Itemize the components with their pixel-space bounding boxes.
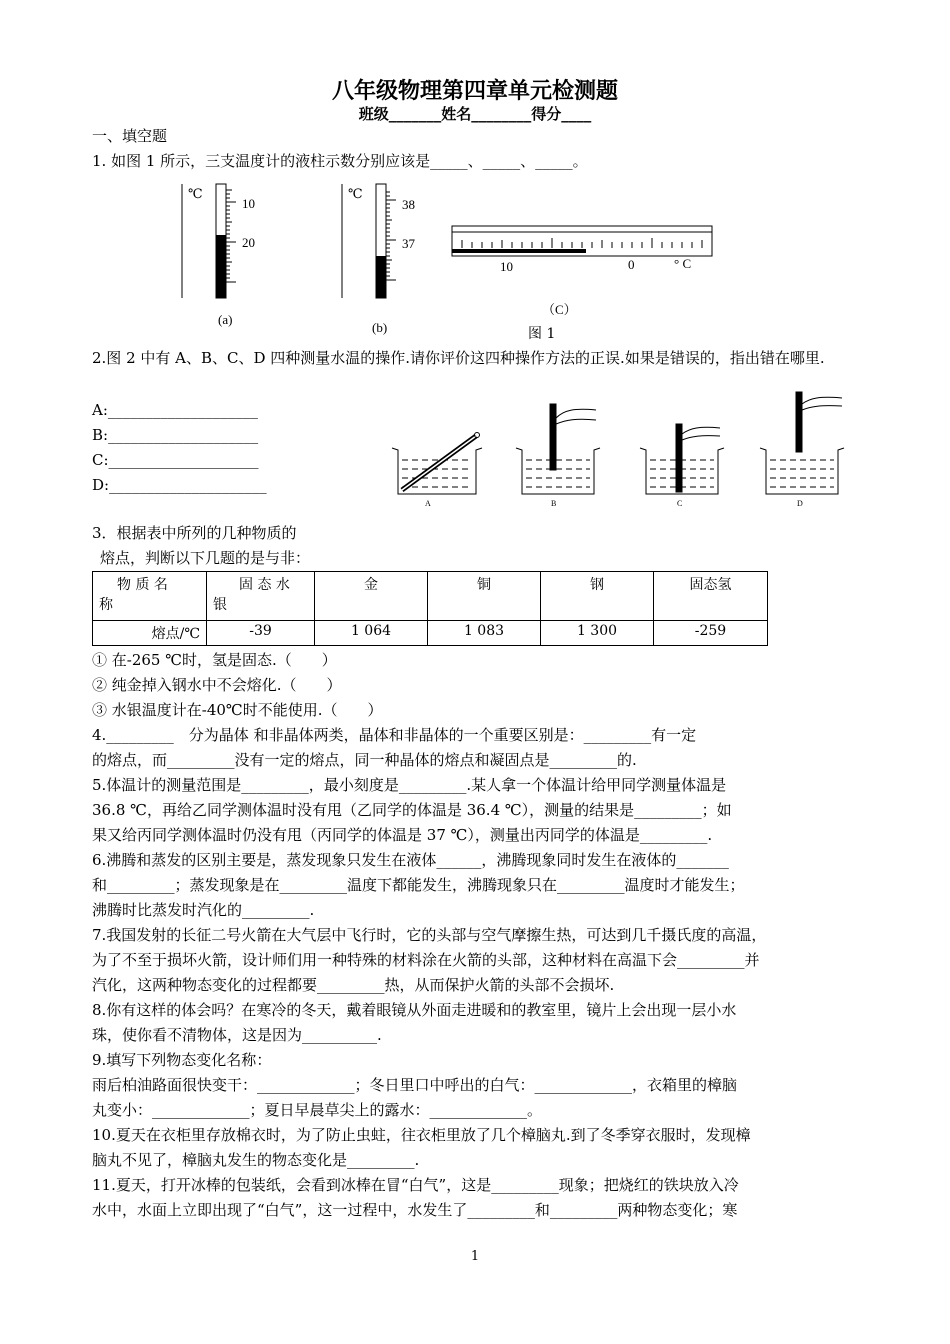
thermometer-b-liquid — [376, 256, 386, 298]
table-cell-mercury: -39 — [207, 621, 315, 646]
table-header-mercury-line-1: 固 态 水 — [239, 577, 290, 593]
question-10-line-2: 脑丸不见了，樟脑丸发生的物态变化是_________. — [92, 1151, 420, 1169]
question-7-line-2: 为了不至于损坏火箭，设计师们用一种特殊的材料涂在火箭的头部，这种材料在高温下会_________并 — [92, 951, 760, 969]
question-5-line-2: 36.8 ℃，再给乙同学测体温时没有甩（乙同学的体温是 36.4 ℃），测量的结果是_________；如 — [92, 801, 732, 819]
q2-answer-a: A:____________________ — [92, 401, 258, 419]
table-header-substance-line-1: 物 质 名 — [117, 577, 168, 593]
table-header-steel: 钢 — [541, 572, 654, 621]
page-subtitle: 班级_______姓名________得分____ — [358, 105, 592, 123]
thermometer-a-figure — [180, 180, 270, 330]
table-header-cell — [207, 572, 315, 621]
question-9-line-2: 雨后柏油路面很快变干：_____________；冬日里口中呼出的白气：_____________，衣箱里的樟脑 — [92, 1076, 738, 1094]
question-2-text: 2.图 2 中有 A、B、C、D 四种测量水温的操作.请你评价这四种操作方法的正误.如果是错误的，指出错在哪里. — [92, 349, 825, 367]
table-header-row — [93, 572, 768, 621]
q3-statement-1: ① 在-265 ℃时，氢是固态.（ ） — [92, 651, 337, 669]
q2-answer-b: B:____________________ — [92, 426, 259, 444]
beaker-d — [760, 392, 844, 494]
question-3-line-2: 熔点，判断以下几题的是与非： — [100, 549, 311, 567]
question-5-line-1: 5.体温计的测量范围是_________，最小刻度是_________.某人拿一个体温计给甲同学测量体温是 — [92, 776, 727, 794]
table-cell-melting-point-label: 熔点/℃ — [93, 621, 207, 646]
question-1-text: 1. 如图 1 所示，三支温度计的液柱示数分别应该是_____、_____、_____。 — [92, 152, 588, 170]
thermometer-c-liquid — [452, 249, 586, 253]
table-header-hydrogen: 固态氢 — [654, 572, 768, 621]
question-7-line-1: 7.我国发射的长征二号火箭在大气层中飞行时，它的头部与空气摩擦生热，可达到几千摄氏度的高温， — [92, 926, 767, 944]
beaker-c-label: C — [677, 499, 683, 508]
question-9-line-1: 9.填写下列物态变化名称： — [92, 1051, 272, 1069]
beaker-c — [640, 424, 724, 494]
beaker-b-label: B — [551, 499, 557, 508]
table-cell-steel: 1 300 — [541, 621, 654, 646]
question-4-line-2: 的熔点，而_________没有一定的熔点，同一种晶体的熔点和凝固点是_________的. — [92, 751, 637, 769]
table-cell-hydrogen: -259 — [654, 621, 768, 646]
thermometer-c-number-0: 0 — [628, 257, 635, 272]
table-header-gold: 金 — [315, 572, 428, 621]
question-10-line-1: 10.夏天在衣柜里存放棉衣时，为了防止虫蛀，往衣柜里放了几个樟脑丸.到了冬季穿衣服时，发现樟 — [92, 1126, 751, 1144]
thermometer-c-figure — [448, 222, 718, 332]
question-7-line-3: 汽化，这两种物态变化的过程都要_________热，从而保护火箭的头部不会损坏. — [92, 976, 615, 994]
table-header-substance-line-2: 称 — [99, 597, 113, 613]
page-title: 八年级物理第四章单元检测题 — [331, 79, 618, 104]
q3-statement-3: ③ 水银温度计在-40℃时不能使用.（ ） — [92, 701, 383, 719]
thermometer-a-unit: ℃ — [188, 186, 203, 201]
thermometer-c-unit: ° C — [674, 256, 692, 271]
beaker-d-label: D — [797, 499, 803, 508]
figure-1-caption: 图 1 — [528, 326, 556, 342]
figure-2-beakers — [388, 388, 848, 510]
question-6-line-3: 沸腾时比蒸发时汽化的_________. — [92, 901, 315, 919]
thermometer-b-figure — [340, 180, 430, 340]
q2-answer-c: C:____________________ — [92, 451, 259, 469]
table-row — [93, 621, 768, 646]
thermometer-b-tick-37: 37 — [402, 236, 415, 251]
question-5-line-3: 果又给丙同学测体温时仍没有甩（丙同学的体温是 37 ℃），测量出丙同学的体温是_________. — [92, 826, 713, 844]
section-heading: 一、填空题 — [92, 127, 168, 145]
thermometer-a-liquid — [216, 235, 226, 298]
thermometer-a-tick-10: 10 — [242, 196, 255, 211]
beaker-b — [516, 404, 600, 494]
question-8-line-1: 8.你有这样的体会吗？在寒冷的冬天，戴着眼镜从外面走进暖和的教室里，镜片上会出现一层小水 — [92, 1001, 737, 1019]
question-3-line-1: 3．根据表中所列的几种物质的 — [92, 524, 297, 542]
table-header-mercury-line-2: 银 — [213, 597, 227, 613]
figure-b-label: (b) — [372, 320, 388, 335]
question-11-line-1: 11.夏天，打开冰棒的包装纸，会看到冰棒在冒“白气”，这是_________现象；把烧红的铁块放入冷 — [92, 1176, 739, 1194]
question-4-line-1: 4._________ 分为晶体 和非晶体两类，晶体和非晶体的一个重要区别是：_________有一定 — [92, 726, 697, 744]
thermometer-a-tick-20: 20 — [242, 235, 255, 250]
q2-answer-d: D:_____________________ — [92, 476, 267, 494]
beaker-a — [392, 433, 482, 495]
table-header-copper: 铜 — [428, 572, 541, 621]
page-number: 1 — [470, 1249, 480, 1264]
question-9-line-3: 丸变小：_____________；夏日早晨草尖上的露水：_____________。 — [92, 1101, 543, 1119]
table-cell-gold: 1 064 — [315, 621, 428, 646]
question-6-line-1: 6.沸腾和蒸发的区别主要是，蒸发现象只发生在液体______，沸腾现象同时发生在液体的_______ — [92, 851, 729, 869]
melting-point-table — [92, 571, 768, 646]
question-8-line-2: 珠，使你看不清物体，这是因为__________. — [92, 1026, 382, 1044]
thermometer-b-tick-38: 38 — [402, 197, 415, 212]
table-header-cell — [93, 572, 207, 621]
thermometer-c-number-10: 10 — [500, 259, 513, 274]
figure-a-label: (a) — [218, 312, 233, 327]
q3-statement-2: ② 纯金掉入钢水中不会熔化.（ ） — [92, 676, 342, 694]
thermometer-b-unit: ℃ — [348, 186, 363, 201]
figure-c-label: （C） — [542, 302, 577, 317]
question-11-line-2: 水中，水面上立即出现了“白气”，这一过程中，水发生了_________和_________两种物态变化；寒 — [92, 1201, 738, 1219]
table-cell-copper: 1 083 — [428, 621, 541, 646]
question-6-line-2: 和_________；蒸发现象是在_________温度下都能发生，沸腾现象只在_________温度时才能发生； — [92, 876, 745, 894]
beaker-a-label: A — [425, 499, 431, 508]
